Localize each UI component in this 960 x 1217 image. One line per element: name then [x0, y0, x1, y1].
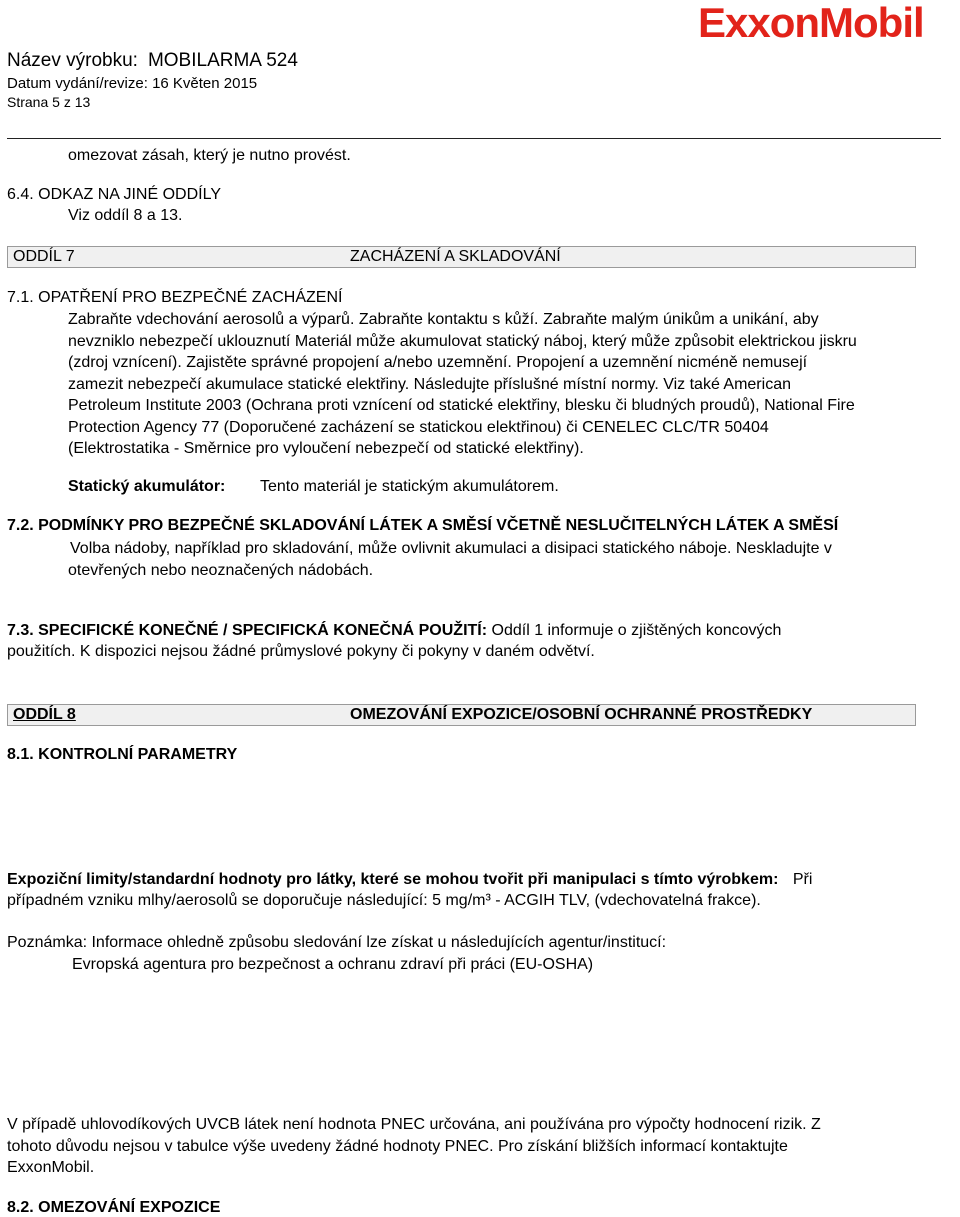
- date-value: 16 Květen 2015: [152, 75, 258, 92]
- text-line: (Elektrostatika - Směrnice pro vyloučení nebezpečí od statické elektřiny).: [68, 440, 584, 457]
- section-7-number: ODDÍL 7: [13, 248, 75, 265]
- product-name-line: [7, 50, 298, 72]
- page-number: Strana 5 z 13: [7, 94, 91, 110]
- text-line: Petroleum Institute 2003 (Ochrana proti vznícení od statické elektřiny, blesku či bludných proudů), National Fire: [68, 397, 855, 414]
- section-7-3-text: Oddíl 1 informuje o zjištěných koncových: [491, 622, 782, 639]
- section-7-2-heading: 7.2. PODMÍNKY PRO BEZPEČNÉ SKLADOVÁNÍ LÁTEK A SMĚSÍ VČETNĚ NESLUČITELNÝCH LÁTEK A SMĚSÍ: [7, 517, 839, 534]
- section-7-2-text: [70, 538, 832, 581]
- section-8-2-heading: 8.2. OMEZOVÁNÍ EXPOZICE: [7, 1199, 221, 1216]
- exposure-text-start: Při: [792, 871, 813, 888]
- product-label: Název výrobku:: [7, 50, 138, 71]
- section-8-title: OMEZOVÁNÍ EXPOZICE/OSOBNÍ OCHRANNÉ PROSTŘEDKY: [350, 706, 813, 723]
- section-8-1-heading: 8.1. KONTROLNÍ PARAMETRY: [7, 746, 238, 763]
- continuation-text: omezovat zásah, který je nutno provést.: [68, 147, 351, 164]
- text-line: Protection Agency 77 (Doporučené zacházení se statickou elektřinou) či CENELEC CLC/TR 50404: [68, 418, 769, 436]
- text-line: tohoto důvodu nejsou v tabulce výše uvedeny žádné hodnoty PNEC. Pro získání bližších informací kontaktujte: [7, 1137, 788, 1155]
- section-7-title: ZACHÁZENÍ A SKLADOVÁNÍ: [350, 248, 561, 265]
- static-accumulator-label: Statický akumulátor:: [68, 478, 226, 495]
- section-7-3-line2: použitích. K dispozici nejsou žádné průmyslové pokyny či pokyny v daném odvětví.: [7, 643, 595, 660]
- text-line: (zdroj vznícení). Zajistěte správné propojení a/nebo uzemnění. Propojení a uzemnění nicméně nemusejí: [68, 354, 808, 371]
- header-divider: [7, 138, 941, 139]
- section-6-4-text: Viz oddíl 8 a 13.: [68, 207, 183, 224]
- text-line: Volba nádoby, například pro skladování, může ovlivnit akumulaci a disipaci statického náboje. Neskladujte v: [70, 540, 832, 557]
- section-7-bar: [7, 246, 916, 268]
- exposure-heading: Expoziční limity/standardní hodnoty pro látky, které se mohou tvořit při manipulaci s tímto výrobkem:: [7, 871, 779, 888]
- static-accumulator-value: Tento materiál je statickým akumulátorem.: [260, 478, 559, 495]
- text-line: otevřených nebo neoznačených nádobách.: [68, 561, 374, 579]
- text-line: V případě uhlovodíkových UVCB látek není hodnota PNEC určována, ani používána pro výpočty hodnocení rizik. Z: [7, 1116, 821, 1133]
- exposure-line2: případném vzniku mlhy/aerosolů se doporučuje následující: 5 mg/m³ - ACGIH TLV, (vdechovatelná frakce).: [7, 892, 761, 909]
- date-label: Datum vydání/revize:: [7, 75, 148, 92]
- note-line: Poznámka: Informace ohledně způsobu sledování lze získat u následujících agentur/institucí:: [7, 934, 667, 951]
- exposure-line1: [7, 871, 812, 889]
- note-agency: Evropská agentura pro bezpečnost a ochranu zdraví při práci (EU-OSHA): [72, 956, 594, 973]
- section-7-3-line1: [7, 622, 781, 640]
- exxonmobil-logo: [696, 0, 954, 56]
- pnec-text: [7, 1114, 821, 1179]
- section-7-1-text: [68, 309, 857, 460]
- product-name: MOBILARMA 524: [147, 50, 298, 71]
- section-8-number: ODDÍL 8: [13, 706, 76, 723]
- text-line: ExxonMobil.: [7, 1159, 95, 1176]
- section-8-bar: [7, 704, 916, 726]
- text-line: nevzniklo nebezpečí uklouznutí Materiál může akumulovat statický náboj, který může způsobit elektrickou jiskru: [68, 332, 857, 350]
- section-6-4-heading: 6.4. ODKAZ NA JINÉ ODDÍLY: [7, 186, 221, 203]
- revision-date-line: [7, 75, 257, 92]
- section-7-3-heading: 7.3. SPECIFICKÉ KONEČNÉ / SPECIFICKÁ KONEČNÁ POUŽITÍ:: [7, 622, 488, 639]
- text-line: zamezit nebezpečí akumulace statické elektřiny. Následujte příslušné místní normy. Viz také American: [68, 375, 791, 393]
- text-line: Zabraňte vdechování aerosolů a výparů. Zabraňte kontaktu s kůží. Zabraňte malým únikům a unikání, aby: [68, 311, 819, 328]
- logo-wordmark: ExxonMobil: [698, 0, 924, 46]
- section-7-1-heading: 7.1. OPATŘENÍ PRO BEZPEČNÉ ZACHÁZENÍ: [7, 289, 343, 306]
